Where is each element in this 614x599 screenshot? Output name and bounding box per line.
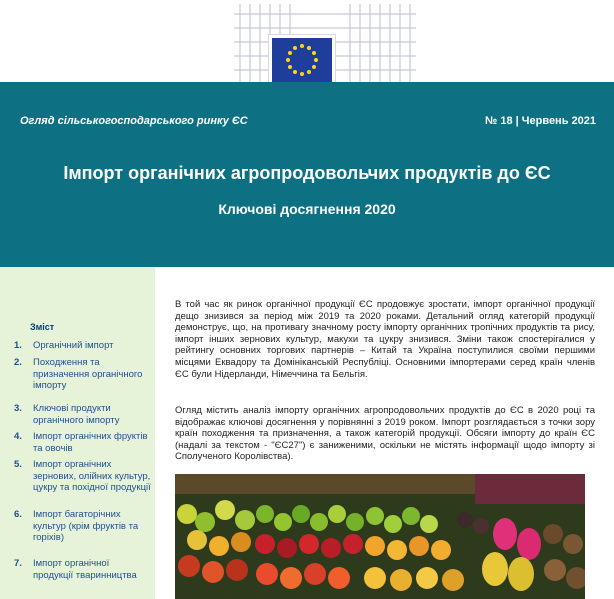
toc-item-number: 7.	[14, 558, 22, 569]
eu-flag-icon	[272, 38, 332, 82]
toc-item-number: 4.	[14, 431, 22, 442]
overview-paragraph: Огляд містить аналіз імпорту органічних агропродовольчих продуктів до ЄС в 2020 році та відображає ключові досягнення у порівнянні з 2019 роком. Імпорт розглядається з точки зору країн походження та призначення, а також категорій продукції. Обсяги імпорту до країн ЄС (надалі за текстом - "ЄС27") є заниженими, оскільки не містять інформації щодо імпорту зі Сполученого Королівства).	[175, 405, 595, 463]
document-title: Імпорт органічних агропродовольчих продуктів до ЄС	[63, 163, 551, 183]
toc-title: Зміст	[30, 322, 55, 332]
toc-item-label: Імпорт багаторічних культур (крім фруктів та горіхів)	[33, 509, 139, 543]
toc-item-label: Імпорт органічних фруктів та овочів	[33, 431, 148, 454]
toc-item-label: Органічний імпорт	[33, 340, 114, 351]
toc-item-label: Імпорт органічної продукції тваринництва	[33, 558, 137, 581]
publication-series: Огляд сільськогосподарського ринку ЄС	[20, 115, 248, 127]
toc-item-number: 1.	[14, 340, 22, 351]
issue-number-date: № 18 | Червень 2021	[485, 115, 596, 127]
toc-item-number: 2.	[14, 357, 22, 368]
toc-item-number: 6.	[14, 509, 22, 520]
toc-item-number: 3.	[14, 403, 22, 414]
toc-item-label: Ключові продукти органічного імпорту	[33, 403, 120, 426]
toc-item-label: Імпорт органічних зернових, олійних культур, цукру та похідної продукції	[33, 459, 151, 493]
fruit-market-photo	[175, 474, 585, 599]
toc-item-number: 5.	[14, 459, 22, 470]
intro-paragraph: В той час як ринок органічної продукції ЄС продовжує зростати, імпорт органічної продукції дещо знизився за період між 2019 та 2020 роками. Детальний огляд категорій продукції демонструє, що, на противагу значному росту імпорту органічних тропічних продуктів та рису, імпорт інших зернових культур, макухи та цукру знизився. Зміни також спостерігалися у рейтингу основних торгових партнерів – Китай та Україна поступилися своїми першими місцями Еквадору та Домініканській Республіці. Основними імпортерами серед країн членів ЄС були Нідерланди, Німеччина та Бельгія.	[175, 299, 595, 380]
document-subtitle: Ключові досягнення 2020	[218, 201, 396, 217]
toc-item-label: Походження та призначення органічного імпорту	[33, 357, 143, 391]
